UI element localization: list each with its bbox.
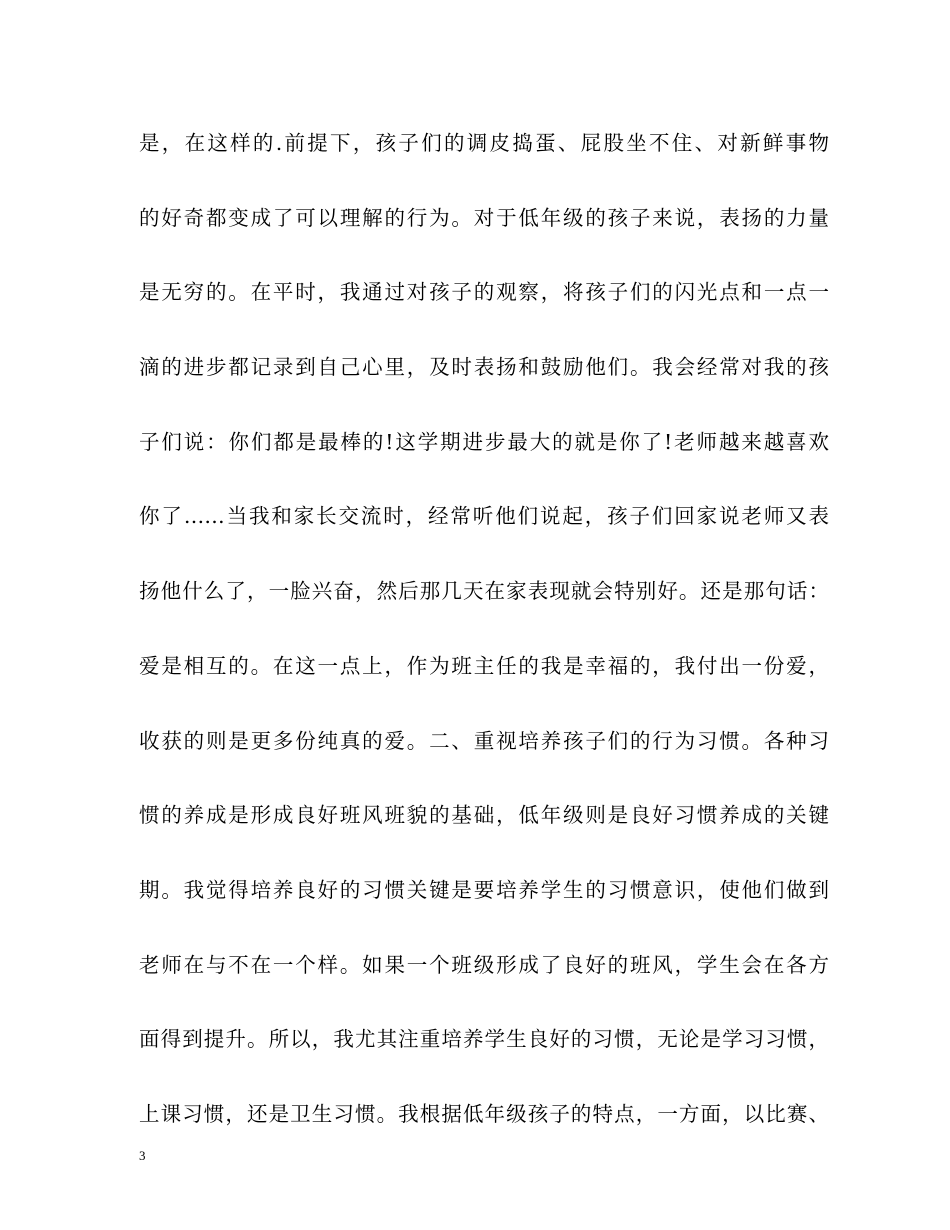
text-line: 你了……当我和家长交流时，经常听他们说起，孩子们回家说老师又表: [139, 504, 829, 529]
text-line: 是无穷的。在平时，我通过对孩子的观察，将孩子们的闪光点和一点一: [139, 280, 829, 305]
text-line: 子们说：你们都是最棒的!这学期进步最大的就是你了!老师越来越喜欢: [139, 429, 829, 454]
text-line: 的好奇都变成了可以理解的行为。对于低年级的孩子来说，表扬的力量: [139, 205, 829, 230]
text-line: 收获的则是更多份纯真的爱。二、重视培养孩子们的行为习惯。各种习: [139, 728, 829, 753]
text-line: 惯的养成是形成良好班风班貌的基础，低年级则是良好习惯养成的关键: [139, 803, 829, 828]
text-line: 爱是相互的。在这一点上，作为班主任的我是幸福的，我付出一份爱，: [139, 653, 829, 678]
text-line: 上课习惯，还是卫生习惯。我根据低年级孩子的特点，一方面，以比赛、: [139, 1101, 829, 1126]
text-line: 期。我觉得培养良好的习惯关键是要培养学生的习惯意识，使他们做到: [139, 877, 829, 902]
page-number: 3: [139, 1148, 146, 1163]
text-line: 面得到提升。所以，我尤其注重培养学生良好的习惯，无论是学习习惯，: [139, 1027, 829, 1052]
text-line: 滴的进步都记录到自己心里，及时表扬和鼓励他们。我会经常对我的孩: [139, 355, 829, 380]
text-line: 扬他什么了，一脸兴奋，然后那几天在家表现就会特别好。还是那句话：: [139, 579, 829, 604]
text-line: 老师在与不在一个样。如果一个班级形成了良好的班风，学生会在各方: [139, 952, 829, 977]
body-text: [139, 124, 829, 1170]
text-line: 是，在这样的.前提下，孩子们的调皮捣蛋、屁股坐不住、对新鲜事物: [139, 131, 829, 155]
